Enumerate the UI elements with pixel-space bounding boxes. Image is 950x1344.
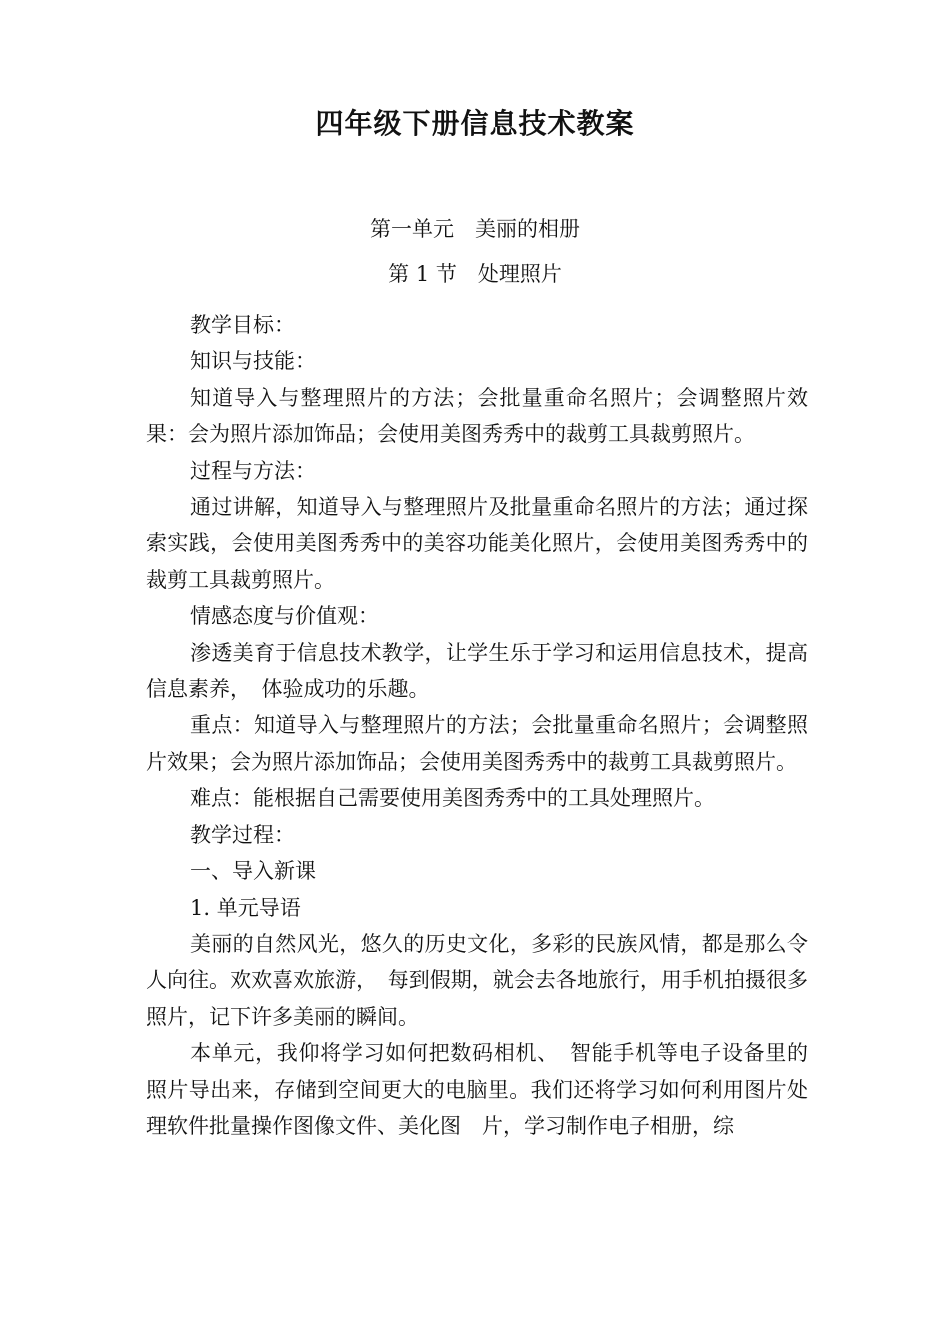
paragraph-key-points: 重点：知道导入与整理照片的方法；会批量重命名照片；会调整照片效果；会为照片添加饰品；会使用美图秀秀中的裁剪工具裁剪照片。 (146, 713, 808, 774)
paragraph-process-methods-heading: 过程与方法： (190, 458, 316, 483)
paragraph-attitude: 渗透美育于信息技术教学，让学生乐于学习和运用信息技术，提高信息素养， 体验成功的乐趣。 (146, 640, 808, 702)
paragraph-unit-intro-heading: 1. 单元导语 (190, 895, 301, 920)
section-title: 第 1 节 处理照片 (388, 262, 562, 286)
paragraph-teaching-process: 教学过程： (190, 822, 295, 847)
paragraph-difficulties: 难点：能根据自己需要使用美图秀秀中的工具处理照片。 (190, 786, 715, 811)
paragraph-knowledge-skills-heading: 知识与技能： (190, 349, 316, 374)
document-body (146, 307, 808, 1144)
document-title: 四年级下册信息技术教案 (315, 107, 635, 140)
paragraph-unit-overview: 本单元，我仰将学习如何把数码相机、 智能手机等电子设备里的照片导出来，存储到空间更大的电脑里。我们还将学习如何利用图片处理软件批量操作图像文件、美化图 片，学习制作电子相册，综 (146, 1041, 808, 1138)
paragraph-unit-intro: 美丽的自然风光，悠久的历史文化，多彩的民族风情，都是那么令人向往。欢欢喜欢旅游， 每到假期，就会去各地旅行，用手机拍摄很多照片，记下许多美丽的瞬间。 (146, 931, 808, 1029)
paragraph-knowledge-skills: 知道导入与整理照片的方法；会批量重命名照片；会调整照片效果：会为照片添加饰品；会使用美图秀秀中的裁剪工具裁剪照片。 (146, 385, 808, 447)
paragraph-intro-heading: 一、导入新课 (190, 859, 316, 884)
paragraph-process-methods: 通过讲解，知道导入与整理照片及批量重命名照片的方法；通过探索实践，会使用美图秀秀中的美容功能美化照片，会使用美图秀秀中的裁剪工具裁剪照片。 (146, 495, 808, 592)
paragraph-teaching-goals: 教学目标： (190, 313, 295, 337)
unit-title: 第一单元 美丽的相册 (370, 217, 580, 241)
paragraph-attitude-heading: 情感态度与价值观： (190, 604, 379, 629)
